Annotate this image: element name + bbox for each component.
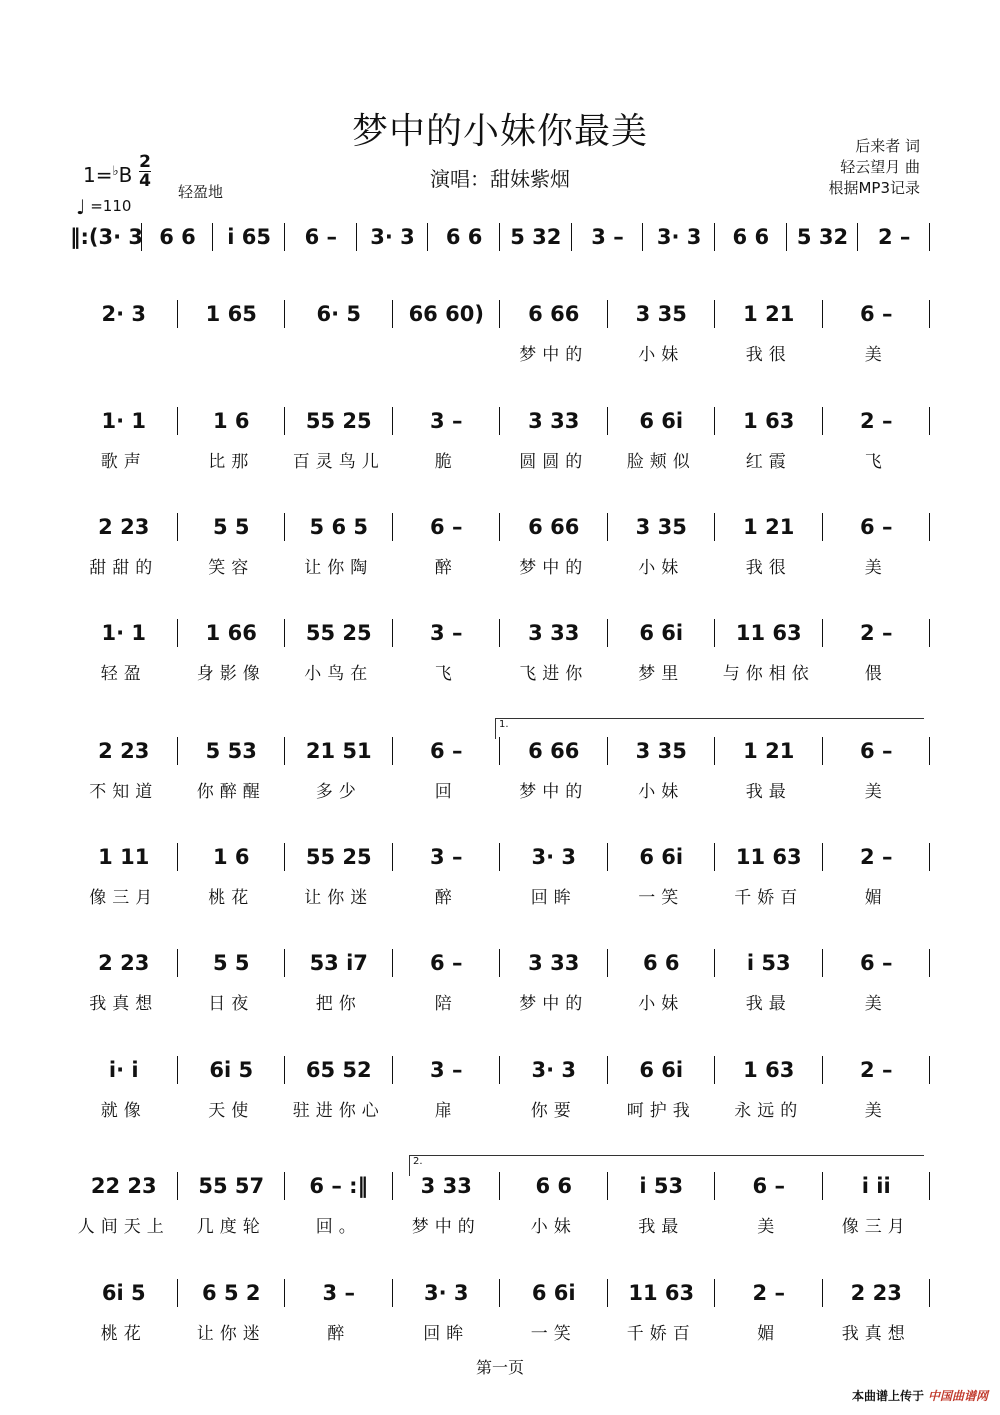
lyric: 歌声 xyxy=(100,452,147,472)
measure: 55 25 xyxy=(305,621,372,645)
lyric: 人间天上 xyxy=(77,1217,170,1237)
measure: 3· 3 xyxy=(370,225,415,249)
lyric xyxy=(70,263,142,287)
barline xyxy=(929,513,930,541)
lyric xyxy=(500,263,572,287)
barline xyxy=(929,1279,930,1307)
notation-line xyxy=(70,943,930,983)
lyric: 多少 xyxy=(315,782,362,802)
measure: 3 33 xyxy=(528,409,580,433)
measure: 3 33 xyxy=(420,1174,472,1198)
measure: 2 – xyxy=(877,225,911,249)
measure: 6 66 xyxy=(528,302,580,326)
lyric: 你醉醒 xyxy=(196,782,266,802)
measure: 5 53 xyxy=(205,739,257,763)
measure: 3 35 xyxy=(635,739,687,763)
measure: 1 11 xyxy=(98,845,150,869)
measure: 1 65 xyxy=(205,302,257,326)
barline xyxy=(929,737,930,765)
lyric: 百灵鸟儿 xyxy=(292,452,385,472)
volta-bracket: 2. xyxy=(409,1155,924,1176)
measure: 1 6 xyxy=(212,409,250,433)
notation-line xyxy=(70,837,930,877)
lyric: 呵护我 xyxy=(626,1101,696,1121)
volta-bracket: 1. xyxy=(495,718,924,739)
lyric: 我真想 xyxy=(89,994,159,1014)
measure: 2 – xyxy=(860,621,893,645)
lyric: 飞 xyxy=(434,664,458,684)
measure: 6 – xyxy=(752,1174,785,1198)
lyricist-credit: 后来者 词 xyxy=(855,137,920,155)
measure: 6 – xyxy=(860,302,893,326)
measure: 2 – xyxy=(752,1281,785,1305)
notation-line xyxy=(70,613,930,653)
measure: i 53 xyxy=(639,1174,684,1198)
lyric: 飞进你 xyxy=(519,664,589,684)
measure: 2 – xyxy=(860,409,893,433)
key-letter: B xyxy=(118,163,133,187)
lyric: 醉 xyxy=(434,558,458,578)
lyric: 美 xyxy=(864,345,888,365)
lyric: 媚 xyxy=(757,1324,781,1344)
measure: 5 5 xyxy=(212,515,250,539)
lyric: 小鸟在 xyxy=(304,664,374,684)
measure: 21 51 xyxy=(305,739,372,763)
measure: 3 33 xyxy=(528,951,580,975)
notation-line xyxy=(70,507,930,547)
lyric xyxy=(178,340,286,364)
measure: 6· 5 xyxy=(316,302,361,326)
lyric: 圆圆的 xyxy=(519,452,589,472)
measure: 5 6 5 xyxy=(309,515,368,539)
time-signature xyxy=(139,153,151,190)
measure: 11 63 xyxy=(735,845,802,869)
measure: 22 23 xyxy=(90,1174,157,1198)
barline xyxy=(929,407,930,435)
lyric: 千娇百 xyxy=(626,1324,696,1344)
measure: 3· 3 xyxy=(656,225,702,249)
measure: 2· 3 xyxy=(101,302,146,326)
measure: 3 – xyxy=(591,225,624,249)
measure: 11 63 xyxy=(735,621,802,645)
measure: 6 6 xyxy=(159,225,196,249)
measure: 5 5 xyxy=(212,951,250,975)
lyric: 桃花 xyxy=(208,888,255,908)
lyric: 天使 xyxy=(208,1101,255,1121)
measure: 3· 3 xyxy=(531,1058,576,1082)
lyric: 飞 xyxy=(864,452,888,472)
lyric: 笑容 xyxy=(208,558,255,578)
measure: 1 63 xyxy=(743,409,795,433)
measure: 6i 5 xyxy=(209,1058,254,1082)
lyric: 像三月 xyxy=(89,888,159,908)
lyric: 日夜 xyxy=(208,994,255,1014)
measure: 3 35 xyxy=(635,515,687,539)
measure: 3 35 xyxy=(635,302,687,326)
source-note: 根据MP3记录 xyxy=(828,179,920,197)
page-number: 第一页 xyxy=(475,1358,524,1377)
lyric: 梦中的 xyxy=(519,558,589,578)
lyric: 美 xyxy=(864,994,888,1014)
measure: 6 6 xyxy=(732,225,770,249)
lyric xyxy=(572,263,644,287)
measure: 55 57 xyxy=(198,1174,265,1198)
lyric: 轻盈 xyxy=(100,664,147,684)
measure: 3 33 xyxy=(528,621,580,645)
lyric: 梦中的 xyxy=(519,345,589,365)
measure: 1 63 xyxy=(743,1058,795,1082)
measure: 3· 3 xyxy=(531,845,576,869)
lyric: 比那 xyxy=(208,452,255,472)
measure: 6 – :‖ xyxy=(309,1174,369,1198)
lyric: 脸颊似 xyxy=(626,452,696,472)
measure: 2 – xyxy=(860,845,893,869)
lyric: 回 xyxy=(434,782,458,802)
barline xyxy=(929,223,930,251)
lyric: 美 xyxy=(864,558,888,578)
lyric: 脆 xyxy=(434,452,458,472)
notation-line xyxy=(70,294,930,334)
lyric: 让你迷 xyxy=(196,1324,266,1344)
lyric: 我最 xyxy=(745,782,792,802)
lyric: 让你迷 xyxy=(304,888,374,908)
flat-sign: ♭ xyxy=(112,164,119,179)
measure: 6 5 2 xyxy=(202,1281,261,1305)
lyric: 把你 xyxy=(315,994,362,1014)
footer-credit xyxy=(852,1387,988,1404)
lyric: 偎 xyxy=(864,664,888,684)
composer-credit: 轻云望月 曲 xyxy=(840,158,920,176)
lyric: 梦中的 xyxy=(519,782,589,802)
lyric: 陪 xyxy=(434,994,458,1014)
measure: 6 6i xyxy=(639,845,684,869)
measure: 3· 3 xyxy=(423,1281,469,1305)
measure: 2 23 xyxy=(850,1281,902,1305)
credits-block xyxy=(828,136,920,199)
measure: 55 25 xyxy=(305,409,372,433)
lyric: 你要 xyxy=(530,1101,577,1121)
lyric: 永远的 xyxy=(734,1101,804,1121)
measure: 6 66 xyxy=(528,515,580,539)
lyric xyxy=(285,340,393,364)
lyric xyxy=(715,263,787,287)
lyric: 身影像 xyxy=(196,664,266,684)
lyric: 我很 xyxy=(745,345,792,365)
barline xyxy=(929,949,930,977)
measure: i· i xyxy=(108,1058,139,1082)
lyric: 梦中的 xyxy=(519,994,589,1014)
lyric xyxy=(787,263,859,287)
measure: i ii xyxy=(861,1174,891,1198)
lyric: 就像 xyxy=(100,1101,147,1121)
measure: 6 – xyxy=(430,515,463,539)
measure: 1· 1 xyxy=(101,621,146,645)
style-marking: 轻盈地 xyxy=(178,183,224,201)
measure: 6 6i xyxy=(639,409,684,433)
measure: 2 – xyxy=(860,1058,893,1082)
measure: 66 60) xyxy=(408,302,484,326)
meter-top: 2 xyxy=(139,152,151,172)
measure: 55 25 xyxy=(305,845,372,869)
lyric: 小妹 xyxy=(530,1217,577,1237)
measure: 3 – xyxy=(430,1058,463,1082)
lyric: 媚 xyxy=(864,888,888,908)
measure: 53 i7 xyxy=(309,951,368,975)
singer-credit: 演唱：甜妹紫烟 xyxy=(430,167,570,191)
lyric: 与你相依 xyxy=(722,664,815,684)
measure: 6i 5 xyxy=(101,1281,146,1305)
measure: 2 23 xyxy=(98,951,150,975)
notation-line xyxy=(70,1273,930,1313)
lyric: 扉 xyxy=(434,1101,458,1121)
measure: 3 – xyxy=(430,845,463,869)
measure: 6 – xyxy=(860,739,893,763)
measure: 6 6i xyxy=(639,621,684,645)
measure: 1 21 xyxy=(743,739,795,763)
lyric: 醉 xyxy=(434,888,458,908)
measure: 1 21 xyxy=(743,515,795,539)
barline xyxy=(929,1056,930,1084)
notation-line xyxy=(70,1050,930,1090)
site-logo: 中国曲谱网 xyxy=(927,1389,988,1403)
lyric: 回眸 xyxy=(530,888,577,908)
measure: 6 6i xyxy=(639,1058,684,1082)
lyric xyxy=(393,340,501,364)
measure: 3 – xyxy=(322,1281,355,1305)
key-signature xyxy=(83,163,132,187)
measure: 1 66 xyxy=(205,621,257,645)
quarter-note-icon: ♩ xyxy=(76,195,86,219)
measure: 6 6i xyxy=(531,1281,576,1305)
barline xyxy=(929,1172,930,1200)
lyric xyxy=(213,263,285,287)
measure: 3 – xyxy=(430,621,463,645)
measure: 1 21 xyxy=(743,302,795,326)
measure: 6 – xyxy=(860,515,893,539)
measure: ‖:(3· 3 xyxy=(70,225,144,249)
measure: 6 – xyxy=(430,951,463,975)
measure: 5 32 xyxy=(796,225,849,249)
meter-bottom: 4 xyxy=(139,171,151,191)
measure: 11 63 xyxy=(628,1281,695,1305)
key-prefix: 1= xyxy=(83,163,113,187)
lyric xyxy=(858,263,930,287)
lyric xyxy=(142,263,214,287)
lyric: 美 xyxy=(864,782,888,802)
measure: 6 – xyxy=(860,951,893,975)
lyric: 不知道 xyxy=(89,782,159,802)
lyric: 一笑 xyxy=(638,888,685,908)
lyric: 甜甜的 xyxy=(89,558,159,578)
lyric: 红霞 xyxy=(745,452,792,472)
lyric: 桃花 xyxy=(100,1324,147,1344)
lyric: 醉 xyxy=(327,1324,351,1344)
barline xyxy=(929,300,930,328)
measure: 1· 1 xyxy=(101,409,146,433)
notation-line xyxy=(70,217,930,257)
barline xyxy=(929,843,930,871)
lyric: 我很 xyxy=(745,558,792,578)
measure: 65 52 xyxy=(305,1058,372,1082)
upload-text: 本曲谱上传于 xyxy=(851,1389,924,1403)
lyric xyxy=(428,263,500,287)
measure: 6 66 xyxy=(528,739,580,763)
measure: 2 23 xyxy=(98,739,150,763)
tempo-value: =110 xyxy=(90,197,132,215)
lyric: 千娇百 xyxy=(734,888,804,908)
measure: 5 32 xyxy=(510,225,562,249)
lyric xyxy=(643,263,715,287)
measure: 1 6 xyxy=(212,845,250,869)
song-title: 梦中的小妹你最美 xyxy=(351,111,648,152)
lyric xyxy=(285,263,357,287)
lyric: 几度轮 xyxy=(196,1217,266,1237)
lyric: 小妹 xyxy=(638,782,685,802)
lyric: 梦里 xyxy=(638,664,685,684)
barline xyxy=(929,619,930,647)
measure: i 65 xyxy=(227,225,272,249)
lyric: 美 xyxy=(757,1217,781,1237)
lyric: 让你陶 xyxy=(304,558,374,578)
lyric: 驻进你心 xyxy=(292,1101,385,1121)
lyric xyxy=(70,340,178,364)
lyric: 小妹 xyxy=(638,994,685,1014)
lyric: 我真想 xyxy=(841,1324,911,1344)
measure: 6 – xyxy=(304,225,338,249)
measure: 6 6 xyxy=(535,1174,573,1198)
notation-line xyxy=(70,401,930,441)
measure: 2 23 xyxy=(98,515,150,539)
lyric: 小妹 xyxy=(638,345,685,365)
lyric: 梦中的 xyxy=(411,1217,481,1237)
lyric: 一笑 xyxy=(530,1324,577,1344)
measure: 6 6 xyxy=(642,951,680,975)
measure: 6 6 xyxy=(445,225,483,249)
lyric: 小妹 xyxy=(638,558,685,578)
lyric: 我最 xyxy=(638,1217,685,1237)
lyric: 美 xyxy=(864,1101,888,1121)
measure: i 53 xyxy=(746,951,791,975)
lyric: 我最 xyxy=(745,994,792,1014)
measure: 6 – xyxy=(430,739,463,763)
measure: 3 – xyxy=(430,409,463,433)
lyric: 回。 xyxy=(315,1217,362,1237)
lyric: 回眸 xyxy=(423,1324,470,1344)
lyric xyxy=(357,263,429,287)
lyric: 像三月 xyxy=(841,1217,911,1237)
tempo-marking xyxy=(76,195,131,219)
